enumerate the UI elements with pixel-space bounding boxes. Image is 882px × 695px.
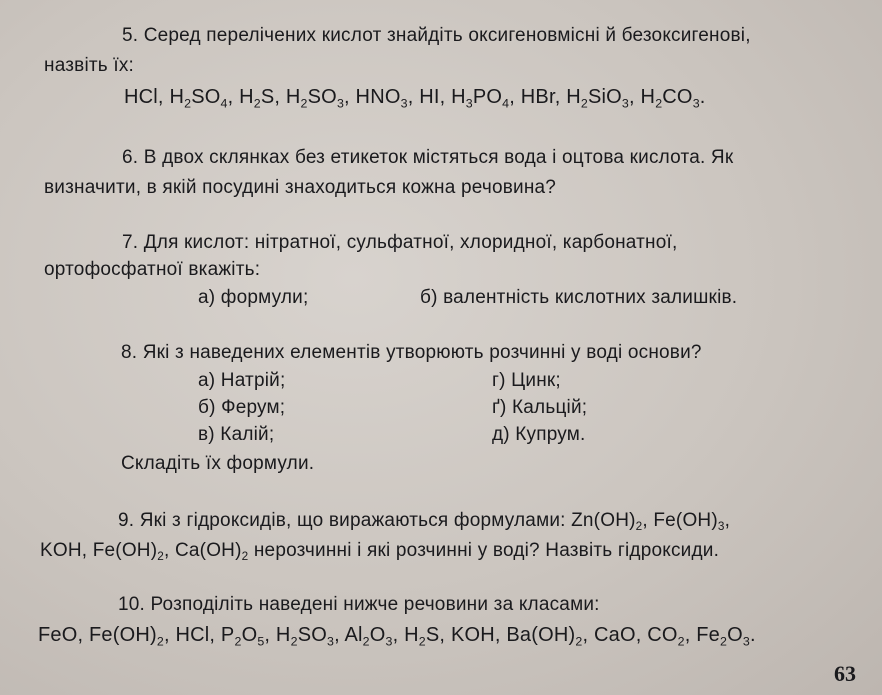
q8-option-g: ґ) Кальцій; [492, 397, 588, 418]
page-number: 63 [834, 661, 856, 686]
q8-option-a: а) Натрій; [198, 370, 286, 391]
q8-option-h: г) Цинк; [492, 370, 561, 391]
q9-line-2: KOH, $Fe(OH)_2$, $Ca(OH)_2$ нерозчинні і які розчинні у воді? Назвіть гідроксиди. [40, 540, 720, 564]
q10-formulas: FeO, $Fe(OH)_2$, HCl, $P_2O_5$, $H_2SO_3$, $Al_2O_3$, $H_2S$, KOH, $Ba(OH)_2$, CaO, $CO_2$, $Fe_2O_3$. [38, 624, 756, 649]
q6-line-2: визначити, в якій посудині знаходиться кожна речовина? [44, 177, 557, 198]
q7-line-2: ортофосфатної вкажіть: [44, 259, 261, 280]
q5-formulas: HCl, $H_2SO_4$, $H_2S$, $H_2SO_3$, $HNO_3$, HI, $H_3PO_4$, HBr, $H_2SiO_3$, $H_2CO_3$. [124, 86, 706, 111]
q7-option-a: а) формули; [198, 287, 309, 308]
q5-line-1: 5. Серед перелічених кислот знайдіть оксигеновмісні й безоксигенові, [122, 25, 751, 46]
q6-line-1: 6. В двох склянках без етикеток містяться вода і оцтова кислота. Як [122, 147, 734, 168]
q8-option-b: б) Ферум; [198, 397, 286, 418]
q8-line-last: Складіть їх формули. [121, 453, 315, 474]
q8-line-1: 8. Які з наведених елементів утворюють розчинні у воді основи? [121, 342, 702, 363]
q9-line-1: 9. Які з гідроксидів, що виражаються формулами: $Zn(OH)_2$, $Fe(OH)_3$, [118, 510, 731, 534]
q10-line-1: 10. Розподіліть наведені нижче речовини за класами: [118, 594, 600, 615]
q7-option-b: б) валентність кислотних залишків. [420, 287, 738, 308]
q7-line-1: 7. Для кислот: нітратної, сульфатної, хлоридної, карбонатної, [122, 232, 678, 253]
q8-option-v: в) Калій; [198, 424, 275, 445]
q8-option-d: д) Купрум. [492, 424, 586, 445]
q5-line-2: назвіть їх: [44, 55, 135, 76]
